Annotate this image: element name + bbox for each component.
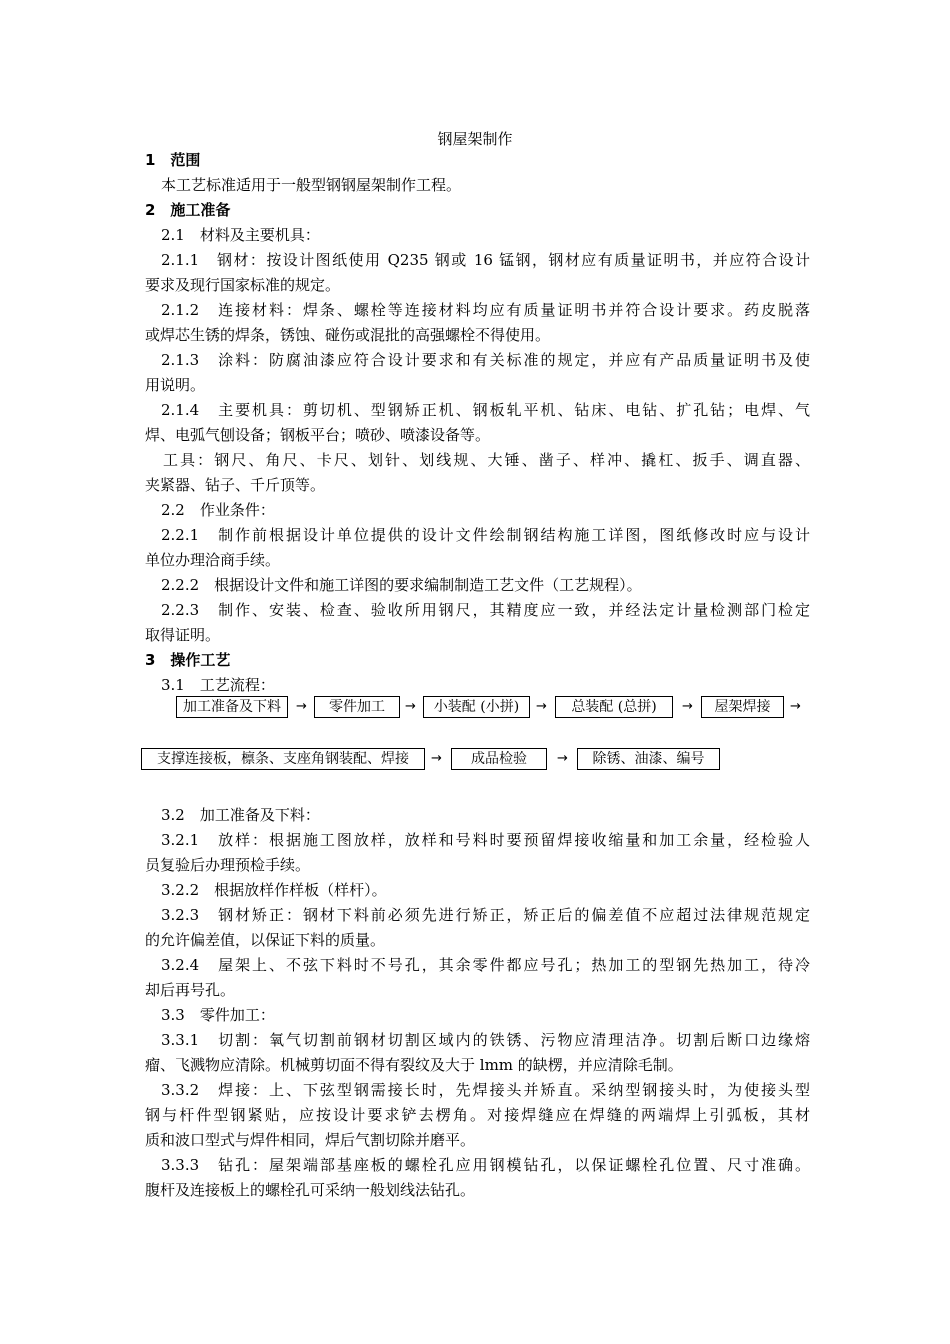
- subsection-2-1: 2.1 材料及主要机具：: [161, 226, 320, 244]
- para-3-3-2-line1: 3.3.2 焊接：上、下弦型钢需接长时，先焊接头并矫直。采纳型钢接头时，为使接头型: [161, 1081, 810, 1099]
- subsection-3-1: 3.1 工艺流程：: [161, 676, 275, 694]
- subsection-3-2: 3.2 加工准备及下料：: [161, 806, 320, 824]
- para-3-3-1-line1: 3.3.1 切割：氧气切割前钢材切割区域内的铁锈、污物应清理洁净。切割后断口边缘熔: [161, 1031, 810, 1049]
- para-2-2-3-line1: 2.2.3 制作、安装、检查、验收所用钢尺，其精度应一致，并经法定计量检测部门检定: [161, 601, 810, 619]
- flow-arrow: →: [682, 699, 693, 714]
- flow-step-small-assembly: 小装配 (小拼): [423, 696, 530, 718]
- para-3-2-1-line2: 员复验后办理预检手续。: [145, 856, 311, 874]
- flow-arrow: →: [536, 699, 547, 714]
- flow-arrow: →: [296, 699, 307, 714]
- subsection-3-3: 3.3 零件加工：: [161, 1006, 275, 1024]
- para-2-1-4-line1: 2.1.4 主要机具：剪切机、型钢矫正机、钢板轧平机、钻床、电钻、扩孔钻；电焊、气: [161, 401, 810, 419]
- para-3-2-4-line1: 3.2.4 屋架上、不弦下料时不号孔，其余零件都应号孔；热加工的型钢先热加工，待冷: [161, 956, 810, 974]
- para-3-3-2-line2: 钢与杆件型钢紧贴，应按设计要求铲去楞角。对接焊缝应在焊缝的两端焊上引弧板，其材: [145, 1106, 810, 1124]
- para-2-1-1-line1: 2.1.1 钢材：按设计图纸使用 Q235 钢或 16 锰钢，钢材应有质量证明书，并应符合设计: [161, 251, 810, 269]
- para-2-1-2-line1: 2.1.2 连接材料：焊条、螺栓等连接材料均应有质量证明书并符合设计要求。药皮脱落: [161, 301, 810, 319]
- para-3-2-4-line2: 却后再号孔。: [145, 981, 236, 999]
- para-2-2-1-line1: 2.2.1 制作前根据设计单位提供的设计文件绘制钢结构施工详图，图纸修改时应与设计: [161, 526, 810, 544]
- tools-line2: 夹紧器、钻子、千斤顶等。: [145, 476, 326, 494]
- para-2-1-4-line2: 焊、电弧气刨设备；钢板平台；喷砂、喷漆设备等。: [145, 426, 491, 444]
- tools-line1: 工具：钢尺、角尺、卡尺、划针、划线规、大锤、凿子、样冲、撬杠、扳手、调直器、: [163, 451, 810, 469]
- para-2-1-1-line2: 要求及现行国家标准的规定。: [145, 276, 341, 294]
- flow-step-inspection: 成品检验: [451, 748, 547, 770]
- document-title: 钢屋架制作: [437, 130, 513, 148]
- flow-step-painting: 除锈、油漆、编号: [577, 748, 720, 770]
- flow-step-total-assembly: 总装配 (总拼): [555, 696, 673, 718]
- para-3-2-3-line1: 3.2.3 钢材矫正：钢材下料前必须先进行矫正，矫正后的偏差值不应超过法律规范规定: [161, 906, 810, 924]
- flow-arrow: →: [790, 699, 801, 714]
- para-3-3-3-line2: 腹杆及连接板上的螺栓孔可采纳一般划线法钻孔。: [145, 1181, 476, 1199]
- section-1-text: 本工艺标准适用于一般型钢钢屋架制作工程。: [161, 176, 462, 194]
- flow-step-truss-welding: 屋架焊接: [701, 696, 784, 718]
- flow-arrow: →: [405, 699, 416, 714]
- para-2-1-2-line2: 或焊芯生锈的焊条，锈蚀、碰伤或混批的高强螺栓不得使用。: [145, 326, 551, 344]
- para-3-2-3-line2: 的允许偏差值，以保证下料的质量。: [145, 931, 386, 949]
- para-2-1-3-line2: 用说明。: [145, 376, 206, 394]
- para-3-2-1-line1: 3.2.1 放样：根据施工图放样，放样和号料时要预留焊接收缩量和加工余量，经检验人: [161, 831, 810, 849]
- para-3-3-2-line3: 质和波口型式与焊件相同，焊后气割切除并磨平。: [145, 1131, 476, 1149]
- para-3-3-1-line2: 瘤、飞溅物应清除。机械剪切面不得有裂纹及大于 lmm 的缺楞，并应清除毛制。: [145, 1056, 683, 1074]
- section-1-heading: 1 范围: [145, 151, 201, 169]
- flow-arrow: →: [431, 751, 442, 766]
- flow-step-prep: 加工准备及下料: [176, 696, 288, 718]
- para-2-2-3-line2: 取得证明。: [145, 626, 221, 644]
- flow-step-bracing-assembly: 支撑连接板，檩条、支座角钢装配、焊接: [141, 748, 425, 770]
- subsection-2-2: 2.2 作业条件：: [161, 501, 275, 519]
- para-2-2-1-line2: 单位办理洽商手续。: [145, 551, 281, 569]
- section-2-heading: 2 施工准备: [145, 201, 231, 219]
- section-3-heading: 3 操作工艺: [145, 651, 231, 669]
- flow-step-parts: 零件加工: [314, 696, 400, 718]
- flow-arrow: →: [557, 751, 568, 766]
- para-2-2-2: 2.2.2 根据设计文件和施工详图的要求编制制造工艺文件（工艺规程）。: [161, 576, 642, 594]
- para-2-1-3-line1: 2.1.3 涂料：防腐油漆应符合设计要求和有关标准的规定，并应有产品质量证明书及使: [161, 351, 810, 369]
- para-3-3-3-line1: 3.3.3 钻孔：屋架端部基座板的螺栓孔应用钢模钻孔，以保证螺栓孔位置、尺寸准确。: [161, 1156, 810, 1174]
- para-3-2-2: 3.2.2 根据放样作样板（样杆）。: [161, 881, 387, 899]
